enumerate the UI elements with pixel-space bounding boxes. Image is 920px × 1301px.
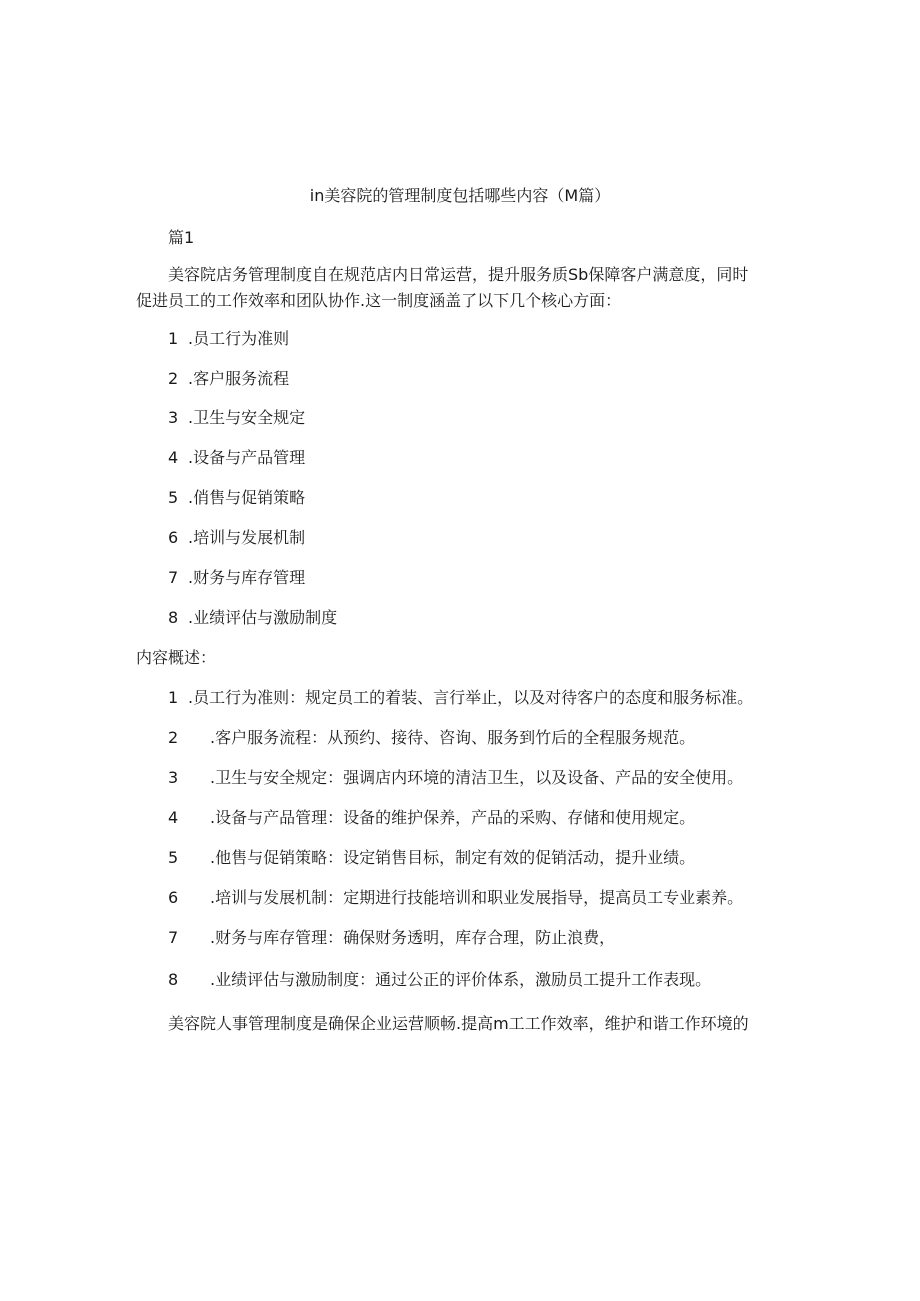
- list-item-text: .员工行为准则: [188, 329, 290, 348]
- list-item-number: 6: [168, 888, 179, 907]
- closing-paragraph: 美容院人事管理制度是确保企业运营顺畅.提高m工工作效率，维护和谐工作环境的: [168, 1014, 749, 1033]
- list-item-text: .培训与发展机制：定期进行技能培训和职业发展指导，提高员工专业素养。: [210, 888, 744, 907]
- list-item-text: .业绩评估与激励制度: [188, 608, 338, 627]
- list-item-text: .培训与发展机制: [188, 528, 306, 547]
- list-item-text: .俏售与促销策略: [188, 488, 306, 507]
- intro-paragraph-line-1: 美容院店务管理制度自在规范店内日常运营，提升服务质Sb保障客户满意度，同时: [168, 265, 749, 284]
- list-item-number: 7: [168, 568, 179, 587]
- list-item-text: .客户服务流程: [188, 369, 290, 388]
- list-item-number: 2: [168, 369, 179, 388]
- list-item-number: 8: [168, 970, 179, 989]
- list-item-number: 5: [168, 848, 179, 867]
- list-item-number: 5: [168, 488, 179, 507]
- list-item-number: 3: [168, 768, 179, 787]
- list-item-number: 6: [168, 528, 179, 547]
- list-item-text: .设备与产品管理：设备的维护保养，产品的采购、存储和使用规定。: [210, 808, 696, 827]
- list-item-number: 4: [168, 448, 179, 467]
- list-item-number: 2: [168, 728, 179, 747]
- list-item-text: .卫生与安全规定：强调店内环境的清洁卫生，以及设备、产品的安全使用。: [210, 768, 744, 787]
- list-item-number: 3: [168, 408, 179, 427]
- list-item-number: 8: [168, 608, 179, 627]
- intro-paragraph-line-2: 促进员工的工作效率和团队协作.这一制度涵盖了以下几个核心方面：: [136, 291, 622, 310]
- list-item-text: .设备与产品管理: [188, 448, 306, 467]
- list-item-text: .卫生与安全规定: [188, 408, 306, 427]
- list-item-text: .员工行为准则：规定员工的着装、言行举止，以及对待客户的态度和服务标准。: [188, 688, 754, 707]
- list-item-number: 4: [168, 808, 179, 827]
- section-label: 篇1: [168, 228, 195, 247]
- list-item-text: .他售与促销策略：设定销售目标，制定有效的促销活动，提升业绩。: [210, 848, 696, 867]
- list-item-number: 1: [168, 688, 179, 707]
- document-title: in美容院的管理制度包括哪些内容（M篇）: [309, 186, 611, 205]
- list-item-text: .客户服务流程：从预约、接待、咨询、服务到竹后的全程服务规范。: [210, 728, 696, 747]
- list-item-text: .业绩评估与激励制度：通过公正的评价体系，激励员工提升工作表现。: [210, 970, 712, 989]
- list-item-text: .财务与库存管理：确保财务透明，库存合理，防止浪费，: [210, 928, 616, 947]
- list-item-number: 7: [168, 928, 179, 947]
- list-item-number: 1: [168, 329, 179, 348]
- list-item-text: .财务与库存管理: [188, 568, 306, 587]
- overview-label: 内容概述：: [136, 648, 217, 667]
